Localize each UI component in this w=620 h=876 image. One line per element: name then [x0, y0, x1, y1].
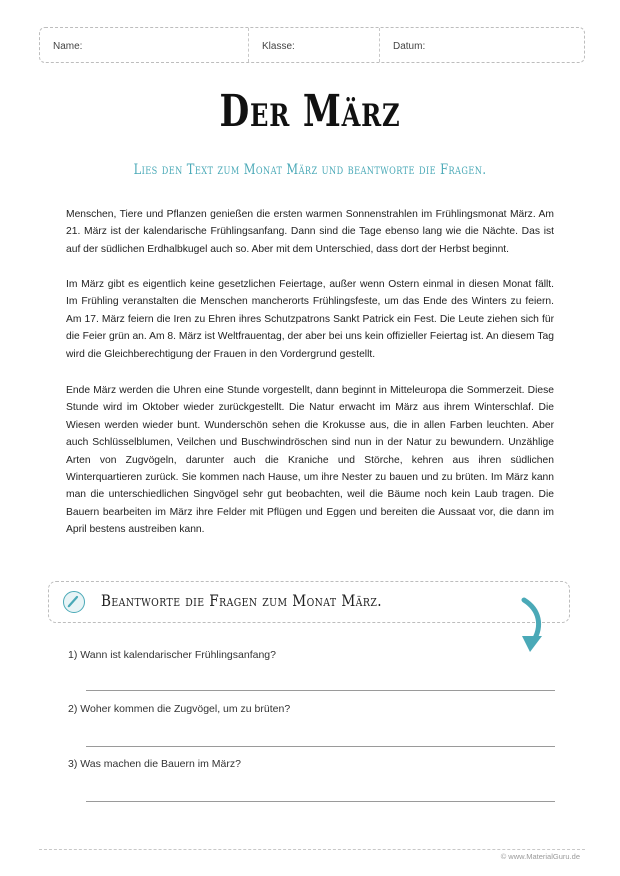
student-info-header	[39, 27, 585, 63]
footer-divider	[39, 849, 585, 850]
answer-line-3[interactable]	[86, 801, 555, 802]
name-label: Name:	[53, 41, 83, 52]
answer-line-2[interactable]	[86, 746, 555, 747]
class-label: Klasse:	[262, 41, 295, 52]
text-paragraph-3: Ende März werden die Uhren eine Stunde vorgestellt, dann beginnt in Mitteleuropa die Sommerzeit. Diese Stunde wird im Oktober wieder zurückgestellt. Die Natur erwacht im März aus ihrem Winterschlaf. Die Wiesen werden wieder bunt. Wunderschön sehen die Krokusse aus, die in allen Farben leuchten. Aber auch Schlüsselblumen, Veilchen und Buschwindröschen sind nun in der Natur zu bewundern. Unzählige Arten von Zugvögeln, darunter auch die Kraniche und Störche, kehren aus ihren südlichen Winterquartieren zurück. Sie kommen nach Hause, um ihre Nester zu bauen und zu brüten. Im März kann man die unterschiedlichen Singvögel sehr gut beobachten, weil die Bäume noch kein Laub tragen. Die Bauern bearbeiten im März ihre Felder mit Pflügen und Eggen und bereiten die Aussaat vor, die dann im April bestens austreiben kann.	[66, 385, 554, 536]
header-divider	[379, 28, 380, 62]
page-title: Der März	[219, 86, 401, 137]
pencil-icon	[63, 591, 85, 613]
footer-copyright: © www.MaterialGuru.de	[500, 852, 580, 861]
questions-heading: Beantworte die Fragen zum Monat März.	[101, 591, 383, 610]
page-subtitle: Lies den Text zum Monat März und beantworte die Fragen.	[133, 162, 487, 178]
question-3: 3) Was machen die Bauern im März?	[68, 758, 241, 770]
date-label: Datum:	[393, 41, 426, 52]
text-paragraph-2: Im März gibt es eigentlich keine gesetzlichen Feiertage, außer wenn Ostern einmal in diesen Monat fällt. Im Frühling veranstalten die Menschen mancherorts Frühlingsfeste, um das Ende des Winters zu feiern. Am 17. März feiern die Iren zu Ehren ihres Schutzpatrons Sankt Patrick ein Fest. Die Leute ziehen sich für die Feier grün an. Am 8. März ist Weltfrauentag, der aber bei uns kein offizieller Feiertag ist. An diesem Tag wird die Gleichberechtigung der Frauen in den Vordergrund gestellt.	[66, 279, 554, 360]
curved-arrow-down-icon	[510, 596, 550, 656]
header-divider	[248, 28, 249, 62]
question-1: 1) Wann ist kalendarischer Frühlingsanfang?	[68, 649, 276, 661]
question-2: 2) Woher kommen die Zugvögel, um zu brüten?	[68, 703, 291, 715]
questions-heading-box	[48, 581, 570, 623]
text-paragraph-1: Menschen, Tiere und Pflanzen genießen die ersten warmen Sonnenstrahlen im Frühlingsmonat März. Am 21. März ist der kalendarische Frühlingsanfang. Dann sind die Tage ebenso lang wie die Nächte. Das ist auf der südlichen Erdhalbkugel auch so. Aber mit dem Unterschied, dass dort der Herbst beginnt.	[66, 209, 554, 255]
answer-line-1[interactable]	[86, 690, 555, 691]
